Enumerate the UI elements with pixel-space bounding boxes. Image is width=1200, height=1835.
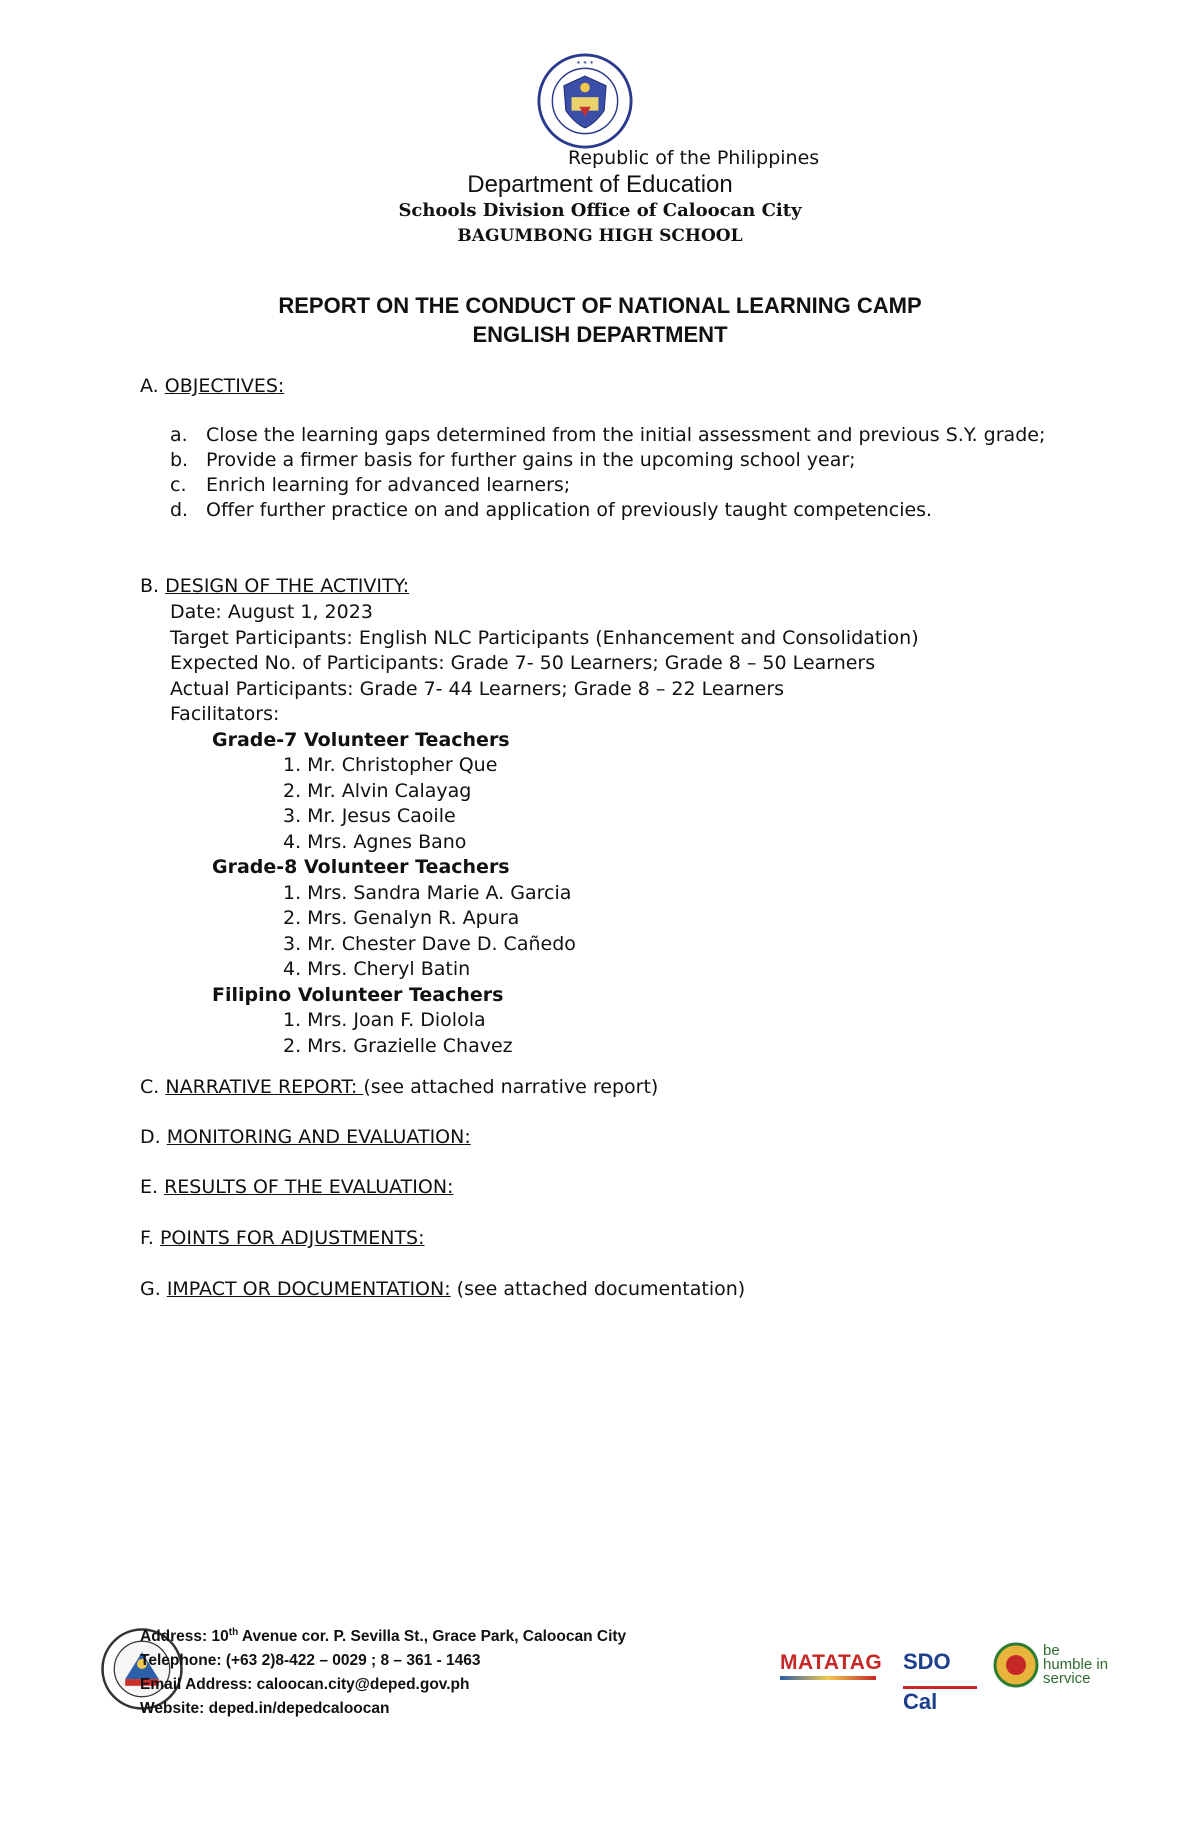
list-item <box>170 423 1050 448</box>
footer-telephone: Telephone: (+63 2)8-422 – 0029 ; 8 – 361 - 1463 <box>140 1652 481 1670</box>
list-text: Provide a firmer basis for further gains in the upcoming school year; <box>206 449 856 471</box>
group-heading: Filipino Volunteer Teachers <box>212 983 504 1006</box>
section-b-heading <box>140 574 409 599</box>
list-marker: a. <box>170 424 188 446</box>
list-text: Close the learning gaps determined from the initial assessment and previous S.Y. grade; <box>206 424 1046 446</box>
report-subtitle: ENGLISH DEPARTMENT <box>472 322 728 347</box>
target-participants: Target Participants: English NLC Participants (Enhancement and Consolidation) <box>170 626 919 649</box>
actual-participants: Actual Participants: Grade 7- 44 Learners; Grade 8 – 22 Learners <box>170 677 785 700</box>
footer-contact <box>140 1621 626 1721</box>
facilitator-name: 1. Mrs. Joan F. Diolola <box>283 1009 486 1031</box>
section-note: (see attached documentation) <box>450 1278 746 1300</box>
section-title: OBJECTIVES: <box>164 375 285 397</box>
section-letter: A. <box>140 375 159 397</box>
list-text: Offer further practice on and application of previously taught competencies. <box>206 499 933 521</box>
objectives-list <box>170 423 1050 523</box>
group-heading: Grade-7 Volunteer Teachers <box>212 728 510 751</box>
group-heading: Grade-8 Volunteer Teachers <box>212 856 510 878</box>
section-g-heading <box>140 1277 745 1302</box>
section-f-heading <box>140 1226 425 1251</box>
facilitator-name: 1. Mr. Christopher Que <box>283 754 498 776</box>
deped-seal-icon <box>537 53 633 149</box>
report-title: REPORT ON THE CONDUCT OF NATIONAL LEARNING CAMP <box>278 293 922 318</box>
facilitator-name: 1. Mrs. Sandra Marie A. Garcia <box>283 881 572 904</box>
section-letter: E. <box>140 1176 159 1198</box>
footer-address: Address: 10th Avenue cor. P. Sevilla St., Grace Park, Caloocan City <box>140 1627 627 1646</box>
section-letter: F. <box>140 1227 154 1249</box>
svg-text:✶ ✶ ✶: ✶ ✶ ✶ <box>575 60 595 67</box>
sdocal-logo: SDO Cal <box>903 1642 977 1689</box>
facilitator-name: 3. Mr. Jesus Caoile <box>283 805 456 827</box>
activity-date: Date: August 1, 2023 <box>170 601 373 623</box>
list-marker: d. <box>170 499 189 521</box>
facilitator-name: 2. Mrs. Genalyn R. Apura <box>283 907 520 929</box>
section-c-heading <box>140 1075 658 1100</box>
matatag-logo: MATATAG <box>780 1651 880 1691</box>
be-humble-in-service-logo <box>993 1638 1135 1698</box>
list-marker: b. <box>170 449 189 471</box>
section-letter: C. <box>140 1076 160 1098</box>
facilitator-name: 4. Mrs. Agnes Bano <box>283 830 467 853</box>
list-item <box>170 473 1050 498</box>
list-item <box>170 498 1050 523</box>
school-name: BAGUMBONG HIGH SCHOOL <box>457 226 743 246</box>
section-e-heading <box>140 1175 453 1200</box>
section-letter: G. <box>140 1278 161 1300</box>
division-name: Schools Division Office of Caloocan City <box>398 200 802 221</box>
department-name: Department of Education <box>467 171 733 198</box>
list-marker: c. <box>170 474 187 496</box>
service-badge-icon <box>993 1642 1039 1688</box>
footer-email: Email Address: caloocan.city@deped.gov.ph <box>140 1676 470 1694</box>
list-text: Enrich learning for advanced learners; <box>206 474 571 496</box>
republic-line: Republic of the Philippines <box>568 147 820 169</box>
section-letter: B. <box>140 575 160 597</box>
section-letter: D. <box>140 1126 161 1148</box>
section-d-heading <box>140 1125 471 1150</box>
expected-participants: Expected No. of Participants: Grade 7- 50 Learners; Grade 8 – 50 Learners <box>170 652 876 674</box>
section-title: POINTS FOR ADJUSTMENTS: <box>159 1227 425 1249</box>
section-title: IMPACT OR DOCUMENTATION: <box>166 1278 451 1300</box>
logo-line: humble in <box>1043 1656 1109 1673</box>
section-title: MONITORING AND EVALUATION: <box>166 1126 471 1148</box>
footer-website: Website: deped.in/depedcaloocan <box>140 1700 390 1718</box>
section-title: RESULTS OF THE EVALUATION: <box>164 1176 454 1198</box>
activity-design <box>170 600 919 1059</box>
facilitator-name: 2. Mrs. Grazielle Chavez <box>283 1034 513 1057</box>
section-title: DESIGN OF THE ACTIVITY: <box>165 575 410 597</box>
section-title: NARRATIVE REPORT: <box>165 1076 364 1098</box>
logo-line: service <box>1043 1670 1091 1687</box>
list-item <box>170 448 1050 473</box>
section-a-heading <box>140 374 284 399</box>
facilitator-name: 3. Mr. Chester Dave D. Cañedo <box>283 932 576 955</box>
logo-line: be <box>1043 1642 1060 1659</box>
section-note: (see attached narrative report) <box>363 1076 659 1098</box>
facilitators-label: Facilitators: <box>170 703 280 725</box>
facilitator-name: 2. Mr. Alvin Calayag <box>283 779 472 802</box>
facilitator-name: 4. Mrs. Cheryl Batin <box>283 958 471 980</box>
